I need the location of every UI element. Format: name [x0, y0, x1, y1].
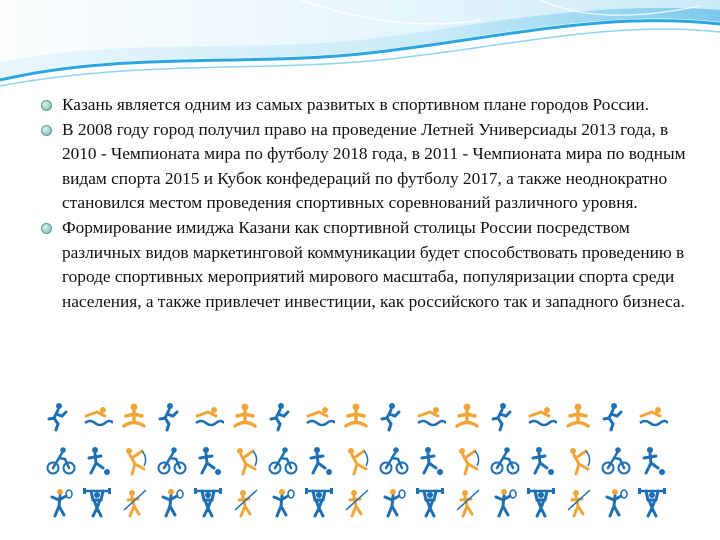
cyclist-icon	[379, 446, 409, 476]
cyclist-icon	[46, 446, 76, 476]
swimmer-icon	[305, 402, 335, 432]
swimmer-icon	[194, 402, 224, 432]
tennis-icon	[490, 488, 520, 518]
swimmer-icon	[83, 402, 113, 432]
javelin-icon	[342, 488, 372, 518]
cyclist-icon	[157, 446, 187, 476]
tennis-icon	[268, 488, 298, 518]
gymnast-icon	[231, 446, 261, 476]
javelin-icon	[231, 488, 261, 518]
footballer-icon	[638, 446, 668, 476]
bullet-text: В 2008 году город получил право на проведение Летней Универсиады 2013 года, в 2010 - Чемпионата мира по футболу 2018 года, в 2011 - Чемпионата мира по водным видам спорта 2015 и Кубок конфедераций по футболу 2017, а также неоднократно становился местом проведения спортивных соревнований различного уровня.	[62, 119, 686, 213]
meditation-icon	[342, 402, 372, 432]
weightlifter-icon	[194, 488, 224, 518]
meditation-icon	[120, 402, 150, 432]
tennis-icon	[46, 488, 76, 518]
weightlifter-icon	[83, 488, 113, 518]
gymnast-icon	[342, 446, 372, 476]
runner-icon	[601, 402, 631, 432]
swimmer-icon	[638, 402, 668, 432]
header-wave-decoration	[0, 0, 720, 90]
weightlifter-icon	[416, 488, 446, 518]
runner-icon	[46, 402, 76, 432]
footballer-icon	[416, 446, 446, 476]
footballer-icon	[83, 446, 113, 476]
gymnast-icon	[564, 446, 594, 476]
runner-icon	[157, 402, 187, 432]
bullet-item	[40, 216, 690, 314]
javelin-icon	[564, 488, 594, 518]
footballer-icon	[194, 446, 224, 476]
weightlifter-icon	[305, 488, 335, 518]
javelin-icon	[120, 488, 150, 518]
cyclist-icon	[490, 446, 520, 476]
cyclist-icon	[268, 446, 298, 476]
gymnast-icon	[453, 446, 483, 476]
runner-icon	[268, 402, 298, 432]
bullet-icon	[41, 100, 52, 111]
bullet-item	[40, 93, 690, 118]
bullet-icon	[41, 223, 52, 234]
swimmer-icon	[416, 402, 446, 432]
runner-icon	[490, 402, 520, 432]
bullet-icon	[41, 125, 52, 136]
javelin-icon	[453, 488, 483, 518]
tennis-icon	[157, 488, 187, 518]
meditation-icon	[564, 402, 594, 432]
runner-icon	[379, 402, 409, 432]
weightlifter-icon	[527, 488, 557, 518]
tennis-icon	[601, 488, 631, 518]
meditation-icon	[453, 402, 483, 432]
footballer-icon	[305, 446, 335, 476]
tennis-icon	[379, 488, 409, 518]
bullet-text: Формирование имиджа Казани как спортивной столицы России посредством различных видов маркетинговой коммуникации будет способствовать проведению в городе спортивных мероприятий мирового масштаба, популяризации спорта среди населения, а также привлечет инвестиции, как российского так и западного бизнеса.	[62, 217, 685, 311]
bullet-text: Казань является одним из самых развитых в спортивном плане городов России.	[62, 95, 649, 114]
content-area	[40, 93, 690, 314]
sports-pictogram-grid	[46, 402, 686, 526]
gymnast-icon	[120, 446, 150, 476]
bullet-item	[40, 118, 690, 216]
meditation-icon	[231, 402, 261, 432]
cyclist-icon	[601, 446, 631, 476]
weightlifter-icon	[638, 488, 668, 518]
swimmer-icon	[527, 402, 557, 432]
bullet-list	[40, 93, 690, 314]
footballer-icon	[527, 446, 557, 476]
